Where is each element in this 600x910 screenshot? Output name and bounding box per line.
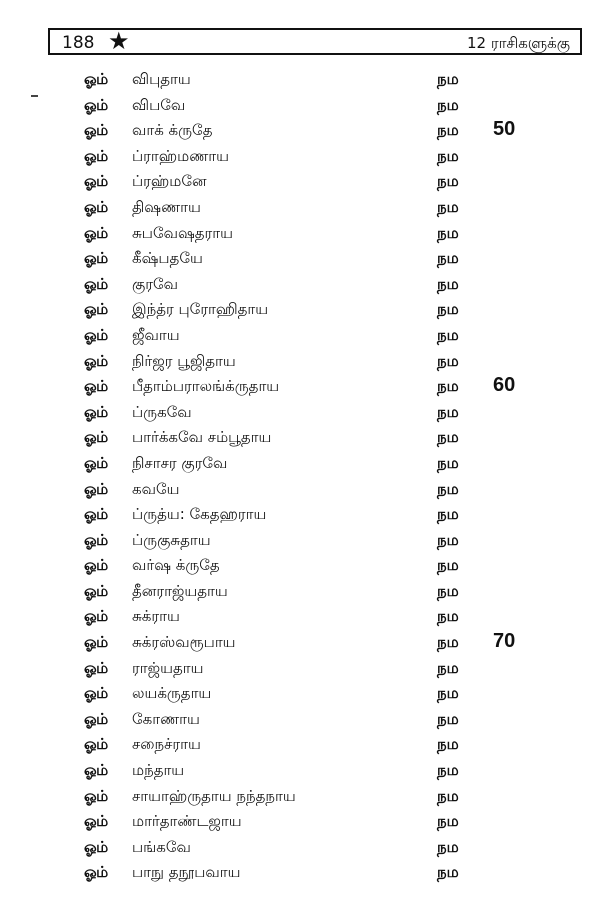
- nama-word: நம: [437, 249, 459, 268]
- deity-name: ஜீவாய: [132, 325, 180, 344]
- mantra-row: [0, 374, 600, 400]
- mantra-row: [0, 630, 600, 656]
- nama-word: நம: [437, 453, 459, 472]
- nama-word: நம: [437, 684, 459, 703]
- om-syllable: ஓம்: [84, 837, 108, 856]
- om-syllable: ஓம்: [84, 761, 108, 780]
- deity-name: கவயே: [132, 479, 180, 498]
- om-syllable: ஓம்: [84, 453, 108, 472]
- nama-word: நம: [437, 863, 459, 882]
- deity-name: திஷணாய: [132, 197, 201, 216]
- mantra-row: [0, 758, 600, 784]
- deity-name: லயக்ருதாய: [132, 684, 212, 703]
- nama-word: நம: [437, 172, 459, 191]
- mantra-row: [0, 323, 600, 349]
- om-syllable: ஓம்: [84, 95, 108, 114]
- om-syllable: ஓம்: [84, 146, 108, 165]
- deity-name: ப்ராஹ்மணாய: [132, 146, 229, 165]
- mantra-row: [0, 528, 600, 554]
- mantra-row: [0, 604, 600, 630]
- om-syllable: ஓம்: [84, 863, 108, 882]
- mantra-row: [0, 93, 600, 119]
- deity-name: பாநு தநூபவாய: [132, 863, 241, 882]
- mantra-row: [0, 835, 600, 861]
- deity-name: வர்ஷ க்ருதே: [132, 556, 220, 575]
- om-syllable: ஓம்: [84, 325, 108, 344]
- om-syllable: ஓம்: [84, 556, 108, 575]
- mantra-row: [0, 860, 600, 886]
- deity-name: சுபவேஷதராய: [132, 223, 233, 242]
- deity-name: விபுதாய: [132, 70, 191, 88]
- deity-name: சுக்ரஸ்வரூபாய: [132, 633, 236, 652]
- nama-word: நம: [437, 812, 459, 831]
- mantra-row: [0, 656, 600, 682]
- deity-name: ராஜ்யதாய: [132, 658, 204, 677]
- om-syllable: ஓம்: [84, 479, 108, 498]
- chapter-title: 12 ராசிகளுக்கு: [467, 34, 570, 52]
- verse-count-marker: 50: [493, 118, 516, 141]
- nama-word: நம: [437, 709, 459, 728]
- mantra-row: [0, 451, 600, 477]
- nama-word: நம: [437, 761, 459, 780]
- deity-name: மந்தாய: [132, 761, 185, 780]
- mantra-row: [0, 67, 600, 93]
- mantra-row: [0, 144, 600, 170]
- mantra-row: [0, 553, 600, 579]
- om-syllable: ஓம்: [84, 121, 108, 140]
- verse-count-marker: 70: [493, 630, 516, 653]
- deity-name: ப்ருகவே: [132, 402, 192, 421]
- om-syllable: ஓம்: [84, 274, 108, 293]
- deity-name: வாக் க்ருதே: [132, 121, 213, 140]
- om-syllable: ஓம்: [84, 172, 108, 191]
- deity-name: பங்கவே: [132, 837, 191, 856]
- om-syllable: ஓம்: [84, 607, 108, 626]
- mantra-row: [0, 681, 600, 707]
- nama-word: நம: [437, 300, 459, 319]
- nama-word: நம: [437, 735, 459, 754]
- nama-word: நம: [437, 530, 459, 549]
- om-syllable: ஓம்: [84, 197, 108, 216]
- nama-word: நம: [437, 274, 459, 293]
- om-syllable: ஓம்: [84, 581, 108, 600]
- om-syllable: ஓம்: [84, 402, 108, 421]
- om-syllable: ஓம்: [84, 428, 108, 447]
- nama-word: நம: [437, 556, 459, 575]
- deity-name: சாயாஹ்ருதாய நந்தநாய: [132, 786, 296, 805]
- mantra-row: [0, 732, 600, 758]
- deity-name: பீதாம்பராலங்க்ருதாய: [132, 377, 280, 396]
- om-syllable: ஓம்: [84, 633, 108, 652]
- nama-word: நம: [437, 146, 459, 165]
- deity-name: நிர்ஜர பூஜிதாய: [132, 351, 236, 370]
- mantra-row: [0, 425, 600, 451]
- om-syllable: ஓம்: [84, 351, 108, 370]
- deity-name: தீனராஜ்யதாய: [132, 581, 228, 600]
- om-syllable: ஓம்: [84, 709, 108, 728]
- nama-word: நம: [437, 377, 459, 396]
- nama-word: நம: [437, 633, 459, 652]
- om-syllable: ஓம்: [84, 377, 108, 396]
- mantra-row: [0, 221, 600, 247]
- om-syllable: ஓம்: [84, 786, 108, 805]
- deity-name: கீஷ்பதயே: [132, 249, 203, 268]
- mantra-row: [0, 784, 600, 810]
- mantra-row: [0, 349, 600, 375]
- om-syllable: ஓம்: [84, 812, 108, 831]
- nama-word: நம: [437, 121, 459, 140]
- deity-name: நிசாசர குரவே: [132, 453, 228, 472]
- mantra-row: [0, 502, 600, 528]
- deity-name: ப்ருகுசுதாய: [132, 530, 211, 549]
- nama-word: நம: [437, 479, 459, 498]
- nama-word: நம: [437, 197, 459, 216]
- deity-name: சுக்ராய: [132, 607, 180, 626]
- mantra-row: [0, 477, 600, 503]
- deity-name: பார்க்கவே சம்பூதாய: [132, 428, 272, 447]
- mantra-row: [0, 169, 600, 195]
- mantra-row: [0, 707, 600, 733]
- nama-word: நம: [437, 837, 459, 856]
- deity-name: விபவே: [132, 95, 186, 114]
- nama-word: நம: [437, 70, 459, 88]
- nama-word: நம: [437, 95, 459, 114]
- star-icon: ★: [108, 27, 130, 55]
- nama-word: நம: [437, 351, 459, 370]
- deity-name: குரவே: [132, 274, 178, 293]
- verse-count-marker: 60: [493, 374, 516, 397]
- nama-word: நம: [437, 658, 459, 677]
- om-syllable: ஓம்: [84, 684, 108, 703]
- om-syllable: ஓம்: [84, 505, 108, 524]
- om-syllable: ஓம்: [84, 735, 108, 754]
- mantra-row: [0, 272, 600, 298]
- om-syllable: ஓம்: [84, 223, 108, 242]
- mantra-row: [0, 195, 600, 221]
- mantra-row: [0, 246, 600, 272]
- deity-name: சநைச்ராய: [132, 735, 201, 754]
- mantra-row: [0, 400, 600, 426]
- deity-name: ப்ருத்ய: கேதஹராய: [132, 505, 267, 524]
- mantra-row: [0, 118, 600, 144]
- deity-name: மார்தாண்டஜாய: [132, 812, 242, 831]
- nama-word: நம: [437, 505, 459, 524]
- page-number: 188: [62, 33, 95, 53]
- nama-word: நம: [437, 581, 459, 600]
- page-header: [48, 28, 582, 55]
- deity-name: இந்த்ர புரோஹிதாய: [132, 300, 269, 319]
- nama-word: நம: [437, 428, 459, 447]
- mantra-list: [0, 67, 600, 886]
- nama-word: நம: [437, 607, 459, 626]
- deity-name: ப்ரஹ்மனே: [132, 172, 207, 191]
- nama-word: நம: [437, 402, 459, 421]
- om-syllable: ஓம்: [84, 70, 108, 88]
- nama-word: நம: [437, 325, 459, 344]
- om-syllable: ஓம்: [84, 300, 108, 319]
- mantra-row: [0, 297, 600, 323]
- om-syllable: ஓம்: [84, 658, 108, 677]
- mantra-row: [0, 809, 600, 835]
- om-syllable: ஓம்: [84, 249, 108, 268]
- mantra-row: [0, 579, 600, 605]
- nama-word: நம: [437, 223, 459, 242]
- om-syllable: ஓம்: [84, 530, 108, 549]
- nama-word: நம: [437, 786, 459, 805]
- deity-name: கோணாய: [132, 709, 200, 728]
